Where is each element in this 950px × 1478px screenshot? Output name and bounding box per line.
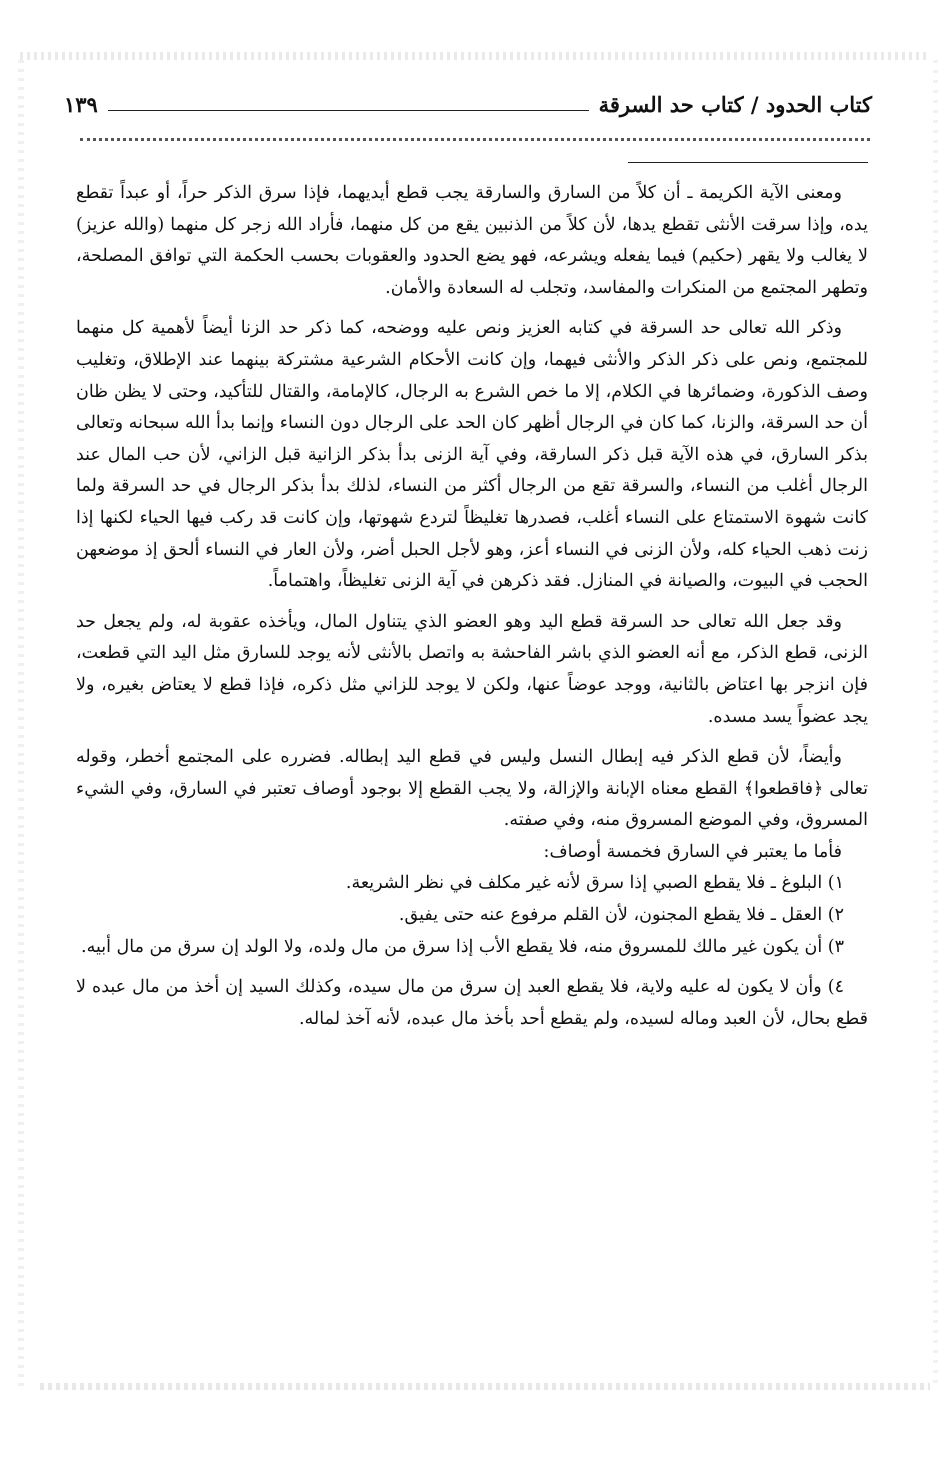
dotted-divider — [80, 138, 870, 145]
paragraph-mention: وذكر الله تعالى حد السرقة في كتابه العزيز ونص عليه ووضحه، كما ذكر حد الزنا أيضاً لأهمية كل منهما للمجتمع، ونص على ذكر الذكر والأنثى فيهما، وإن كانت الأحكام الشرعية مشتركة بينهما عند الإطلاق، وتغليب وصف الذكورة، وضمائرها في الكلام، إلا ما خص الشرع به الرجال، كالإمامة، والقتال للتأكيد، وحتى لا يظن ظان أن حد السرقة، والزنا، كما كان في الرجال أظهر كان الحد على الرجال دون النساء وإنما بدأ الله سبحانه وتعالى بذكر السارق، في هذه الآية قبل ذكر السارقة، وفي آية الزنى بدأ بذكر الزانية قبل الزاني، لأن حب المال عند الرجال أغلب من النساء، والسرقة تقع من الرجال أكثر من النساء، لذلك بدأ بذكر الرجال في حد السرقة ولما كانت شهوة الاستمتاع على النساء أغلب، فصدرها تغليظاً لتردع شهوتها، وإن كانت قد ركب فيها الحياء لكنها إذا زنت ذهب الحياء كله، ولأن الزنى في النساء أعز، وهو لأجل الحبل أضر، ولأن العار في النساء ألحق إذ موضعهن الحجب في البيوت، والصيانة في المنازل. فقد ذكرهن في آية الزنى تغليظاً، واهتماماً. — [76, 318, 868, 592]
scan-noise-left — [18, 60, 24, 1390]
section-rule — [628, 162, 868, 163]
page-number: ١٣٩ — [64, 92, 98, 117]
paragraph-also: وأيضاً، لأن قطع الذكر فيه إبطال النسل وليس في قطع اليد إبطاله. فضرره على المجتمع أخطر، وقوله تعالى ﴿فاقطعوا﴾ القطع معناه الإبانة والإزالة، ولا يجب القطع إلا بوجود أوصاف تعتبر في السارق، وفي الشيء المسروق، وفي الموضع المسروق منه، وفي صفته. — [76, 747, 868, 831]
running-header — [64, 86, 872, 120]
paragraph-meaning: ومعنى الآية الكريمة ـ أن كلاً من السارق والسارقة يجب قطع أيديهما، فإذا سرق الذكر حراً، أو عبداً تقطع يده، وإذا سرقت الأنثى تقطع يدها، لأن كلاً من الذنبين يقع من كل منهما، فأراد الله زجر كل منهما (والله عزيز) لا يغالب ولا يقهر (حكيم) فيما يفعله ويشرعه، فهو يضع الحدود والعقوبات بحسب الحكمة التي توافق المصلحة، وتطهر المجتمع من المنكرات والمفاسد، وتجلب له السعادة والأمان. — [76, 183, 868, 298]
list-intro: فأما ما يعتبر في السارق فخمسة أوصاف: — [543, 841, 842, 862]
header-rule — [108, 110, 589, 111]
header-title: كتاب الحدود / كتاب حد السرقة — [598, 92, 872, 117]
list-item-sanity: ٢) العقل ـ فلا يقطع المجنون، لأن القلم مرفوع عنه حتى يفيق. — [398, 905, 844, 926]
body-text — [76, 178, 868, 1035]
scan-noise-right — [933, 60, 938, 1390]
paragraph-punishment: وقد جعل الله تعالى حد السرقة قطع اليد وهو العضو الذي يتناول المال، ويأخذه عقوبة له، ولم يجعل حد الزنى، قطع الذكر، مع أنه العضو الذي باشر الفاحشة به واتصل بالأنثى لأنه يوجد للسارق مثل اليد التي قطعت، فإن انزجر بها اعتاض بالثانية، ووجد عوضاً عنها، ولكن لا يوجد للزاني مثل ذكره، فإذا قطع لا يعتاض بغيره، ولا يجد عضواً يسد مسده. — [76, 611, 868, 727]
list-item-puberty: ١) البلوغ ـ فلا يقطع الصبي إذا سرق لأنه غير مكلف في نظر الشريعة. — [345, 873, 844, 894]
list-item-guardianship: ٤) وأن لا يكون له عليه ولاية، فلا يقطع العبد إن سرق من مال سيده، وكذلك السيد إن أخذ من مال عبده لا قطع بحال، لأن العبد وماله لسيده، ولم يقطع أحد بأخذ مال عبده، لأنه آخذ لماله. — [76, 977, 868, 1029]
scan-noise-top — [20, 52, 930, 60]
list-item-ownership: ٣) أن يكون غير مالك للمسروق منه، فلا يقطع الأب إذا سرق من مال ولده، ولا الولد إن سرق من مال أبيه. — [81, 936, 844, 957]
scan-noise-bottom — [40, 1383, 930, 1390]
